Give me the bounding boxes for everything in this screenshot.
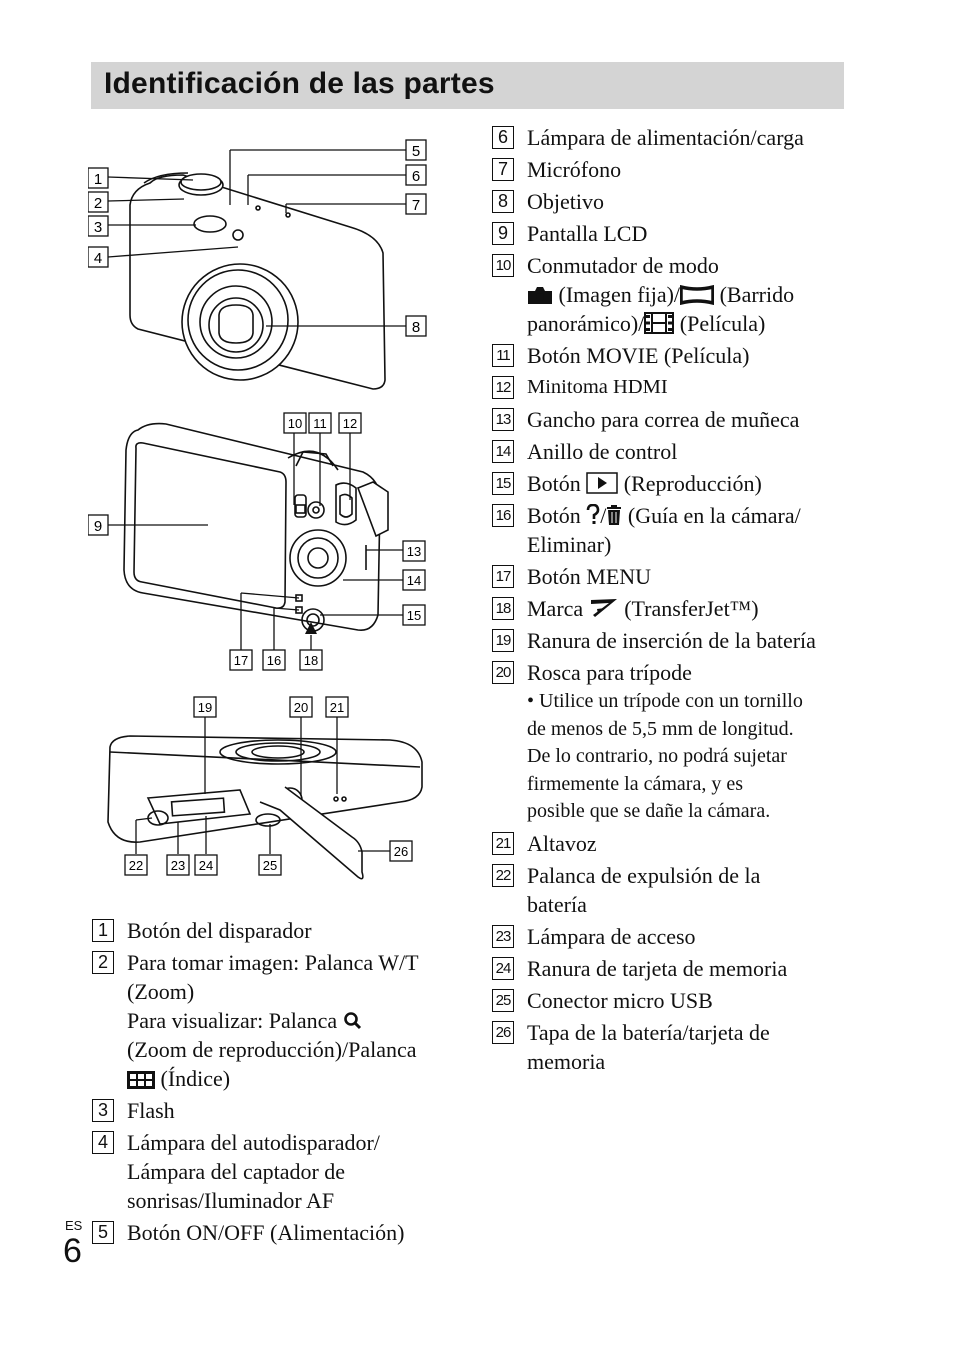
movie-film-icon bbox=[644, 312, 674, 334]
list-item: 17 Botón MENU bbox=[492, 562, 852, 591]
back-callout-18: 18 bbox=[303, 653, 319, 668]
front-callout-2: 2 bbox=[93, 195, 103, 212]
list-item: 13 Gancho para correa de muñeca bbox=[492, 405, 852, 434]
front-callout-7: 7 bbox=[411, 197, 421, 214]
transferjet-mark-icon bbox=[589, 597, 619, 619]
list-item: 25 Conector micro USB bbox=[492, 986, 852, 1015]
back-callout-13: 13 bbox=[406, 544, 422, 559]
list-item: 3 Flash bbox=[92, 1096, 457, 1125]
item-number: 3 bbox=[92, 1099, 114, 1122]
back-callout-12: 12 bbox=[342, 416, 358, 431]
help-icon bbox=[586, 504, 600, 526]
list-item: 14 Anillo de control bbox=[492, 437, 852, 466]
list-item: 20 Rosca para trípode • Utilice un trípode con un tornillo de menos de 5,5 mm de longitud. De lo contrario, no podrá sujetar firmemente la cámara, y es posible que se dañe la cámara. bbox=[492, 658, 852, 826]
index-icon bbox=[127, 1071, 155, 1089]
list-item: 12 Minitoma HDMI bbox=[492, 373, 852, 402]
item-number: 1 bbox=[92, 919, 114, 942]
bottom-callout-26: 26 bbox=[393, 844, 409, 859]
back-callout-11: 11 bbox=[313, 416, 327, 431]
front-callout-4: 4 bbox=[93, 250, 103, 267]
list-item: 9 Pantalla LCD bbox=[492, 219, 852, 248]
back-callout-10: 10 bbox=[287, 416, 303, 431]
list-item: 10 Conmutador de modo (Imagen fija)/ (Barrido panorámico)/ (Película) bbox=[492, 251, 852, 338]
list-item: 1 Botón del disparador bbox=[92, 916, 457, 945]
bottom-callout-22: 22 bbox=[128, 858, 144, 873]
list-item: 22 Palanca de expulsión de la batería bbox=[492, 861, 852, 919]
playback-icon bbox=[586, 472, 618, 494]
list-item: 16 Botón / (Guía en la cámara/ Eliminar) bbox=[492, 501, 852, 559]
section-title-bar bbox=[91, 62, 844, 109]
front-callout-3: 3 bbox=[93, 219, 103, 236]
back-callout-17: 17 bbox=[233, 653, 249, 668]
trash-icon bbox=[606, 504, 622, 526]
front-callout-1: 1 bbox=[93, 171, 103, 188]
page-title: Identificación de las partes bbox=[104, 67, 495, 100]
page-number: 6 bbox=[63, 1232, 82, 1270]
bottom-callout-25: 25 bbox=[262, 858, 278, 873]
front-callout-6: 6 bbox=[411, 168, 421, 185]
front-callout-8: 8 bbox=[411, 319, 421, 336]
bottom-callout-20: 20 bbox=[293, 700, 309, 715]
language-code: ES bbox=[65, 1218, 83, 1233]
list-item: 8 Objetivo bbox=[492, 187, 852, 216]
list-item: 19 Ranura de inserción de la batería bbox=[492, 626, 852, 655]
list-item: 15 Botón (Reproducción) bbox=[492, 469, 852, 498]
list-item: 23 Lámpara de acceso bbox=[492, 922, 852, 951]
back-callout-14: 14 bbox=[406, 573, 422, 588]
list-item: 26 Tapa de la batería/tarjeta de memoria bbox=[492, 1018, 852, 1076]
list-item: 24 Ranura de tarjeta de memoria bbox=[492, 954, 852, 983]
parts-list-right bbox=[492, 123, 852, 1079]
sweep-panorama-icon bbox=[680, 285, 714, 305]
back-callout-15: 15 bbox=[406, 608, 422, 623]
camera-still-icon bbox=[527, 285, 553, 305]
bottom-callout-24: 24 bbox=[198, 858, 214, 873]
list-item: 21 Altavoz bbox=[492, 829, 852, 858]
camera-back-illustration bbox=[88, 410, 438, 675]
item-number: 4 bbox=[92, 1131, 114, 1154]
front-callout-5: 5 bbox=[411, 143, 421, 160]
list-item: 6 Lámpara de alimentación/carga bbox=[492, 123, 852, 152]
bottom-callout-23: 23 bbox=[170, 858, 186, 873]
list-item: 2 Para tomar imagen: Palanca W/T (Zoom) Para visualizar: Palanca (Zoom de reproducción)/Palanca (Índice) bbox=[92, 948, 457, 1093]
camera-bottom-illustration bbox=[100, 692, 425, 887]
parts-list-left bbox=[92, 916, 457, 1250]
list-item: 4 Lámpara del autodisparador/ Lámpara del captador de sonrisas/Iluminador AF bbox=[92, 1128, 457, 1215]
back-callout-16: 16 bbox=[266, 653, 282, 668]
item-number: 5 bbox=[92, 1221, 114, 1244]
bottom-callout-19: 19 bbox=[197, 700, 213, 715]
playback-zoom-icon bbox=[343, 1011, 363, 1031]
item-number: 2 bbox=[92, 951, 114, 974]
list-item: 7 Micrófono bbox=[492, 155, 852, 184]
list-item: 11 Botón MOVIE (Película) bbox=[492, 341, 852, 370]
bottom-callout-21: 21 bbox=[329, 700, 345, 715]
list-item: 18 Marca (TransferJet™) bbox=[492, 594, 852, 623]
camera-front-illustration bbox=[88, 135, 438, 395]
list-item: 5 Botón ON/OFF (Alimentación) bbox=[92, 1218, 457, 1247]
back-callout-9: 9 bbox=[93, 518, 103, 535]
